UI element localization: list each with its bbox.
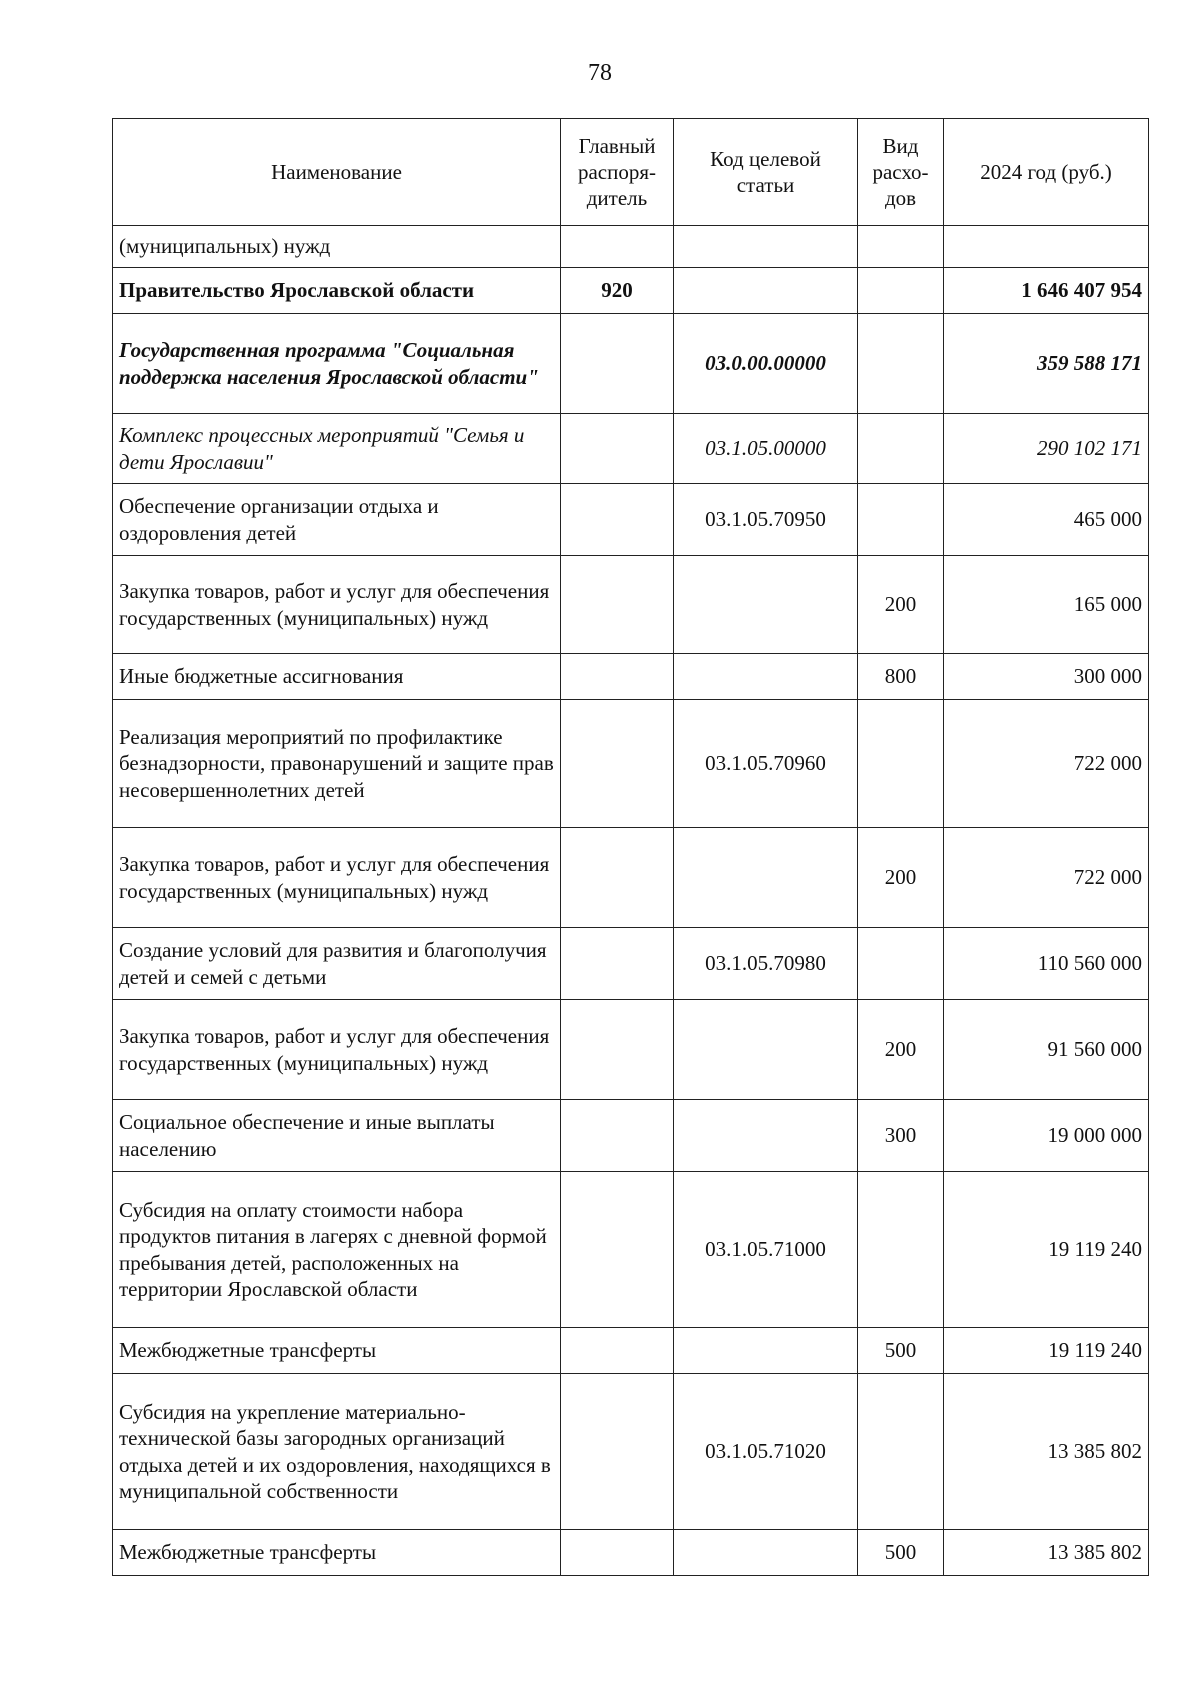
cell-expense-type	[858, 268, 944, 314]
cell-expense-type	[858, 414, 944, 484]
cell-target-code: 03.1.05.00000	[674, 414, 858, 484]
cell-target-code	[674, 1530, 858, 1576]
cell-sum: 165 000	[944, 556, 1149, 654]
cell-sum: 300 000	[944, 654, 1149, 700]
cell-target-code: 03.1.05.70980	[674, 928, 858, 1000]
cell-target-code	[674, 828, 858, 928]
table-row	[113, 1530, 1149, 1576]
cell-name: Комплекс процессных мероприятий "Семья и дети Ярославии"	[113, 414, 561, 484]
cell-target-code: 03.1.05.70950	[674, 484, 858, 556]
cell-target-code	[674, 1100, 858, 1172]
cell-expense-type	[858, 700, 944, 828]
cell-main-manager	[561, 1100, 674, 1172]
header-name: Наименование	[113, 119, 561, 226]
table-row	[113, 654, 1149, 700]
cell-main-manager	[561, 654, 674, 700]
cell-expense-type	[858, 1172, 944, 1328]
header-expense-type: Вид расхо-дов	[858, 119, 944, 226]
table-header-row	[113, 119, 1149, 226]
cell-main-manager	[561, 1374, 674, 1530]
cell-sum: 19 000 000	[944, 1100, 1149, 1172]
cell-sum: 359 588 171	[944, 314, 1149, 414]
cell-main-manager	[561, 556, 674, 654]
cell-sum: 91 560 000	[944, 1000, 1149, 1100]
cell-main-manager	[561, 928, 674, 1000]
cell-expense-type: 300	[858, 1100, 944, 1172]
cell-name: Закупка товаров, работ и услуг для обеспечения государственных (муниципальных) нужд	[113, 1000, 561, 1100]
cell-name: Субсидия на укрепление материально-технической базы загородных организаций отдыха детей и их оздоровления, находящихся в муниципальной собственности	[113, 1374, 561, 1530]
table-row	[113, 1374, 1149, 1530]
page-number: 78	[588, 60, 612, 86]
cell-main-manager	[561, 700, 674, 828]
cell-name: Иные бюджетные ассигнования	[113, 654, 561, 700]
cell-sum: 465 000	[944, 484, 1149, 556]
cell-expense-type	[858, 1374, 944, 1530]
header-main-manager: Главный распоря-дитель	[561, 119, 674, 226]
table-row	[113, 414, 1149, 484]
cell-expense-type: 500	[858, 1530, 944, 1576]
cell-main-manager	[561, 1172, 674, 1328]
cell-main-manager	[561, 226, 674, 268]
cell-target-code	[674, 226, 858, 268]
cell-name: Межбюджетные трансферты	[113, 1530, 561, 1576]
cell-expense-type: 200	[858, 1000, 944, 1100]
cell-expense-type	[858, 314, 944, 414]
cell-target-code	[674, 1328, 858, 1374]
cell-sum: 290 102 171	[944, 414, 1149, 484]
cell-main-manager: 920	[561, 268, 674, 314]
table-body	[113, 226, 1149, 1576]
cell-sum: 13 385 802	[944, 1530, 1149, 1576]
cell-name: Социальное обеспечение и иные выплаты населению	[113, 1100, 561, 1172]
cell-expense-type: 800	[858, 654, 944, 700]
table-row	[113, 700, 1149, 828]
cell-name: Создание условий для развития и благополучия детей и семей с детьми	[113, 928, 561, 1000]
table-row	[113, 1172, 1149, 1328]
cell-name: Государственная программа "Социальная поддержка населения Ярославской области"	[113, 314, 561, 414]
cell-name: Межбюджетные трансферты	[113, 1328, 561, 1374]
cell-sum	[944, 226, 1149, 268]
cell-expense-type	[858, 226, 944, 268]
cell-name: Субсидия на оплату стоимости набора продуктов питания в лагерях с дневной формой пребывания детей, расположенных на территории Ярославской области	[113, 1172, 561, 1328]
table-row	[113, 484, 1149, 556]
cell-main-manager	[561, 1328, 674, 1374]
cell-target-code	[674, 556, 858, 654]
cell-expense-type: 200	[858, 556, 944, 654]
cell-name: (муниципальных) нужд	[113, 226, 561, 268]
header-year-sum: 2024 год (руб.)	[944, 119, 1149, 226]
cell-expense-type	[858, 484, 944, 556]
cell-main-manager	[561, 1530, 674, 1576]
cell-sum: 19 119 240	[944, 1328, 1149, 1374]
cell-name: Закупка товаров, работ и услуг для обеспечения государственных (муниципальных) нужд	[113, 556, 561, 654]
cell-sum: 19 119 240	[944, 1172, 1149, 1328]
cell-target-code: 03.1.05.71020	[674, 1374, 858, 1530]
cell-sum: 13 385 802	[944, 1374, 1149, 1530]
cell-sum: 1 646 407 954	[944, 268, 1149, 314]
cell-name: Закупка товаров, работ и услуг для обеспечения государственных (муниципальных) нужд	[113, 828, 561, 928]
cell-target-code: 03.0.00.00000	[674, 314, 858, 414]
cell-main-manager	[561, 414, 674, 484]
header-target-code: Код целевой статьи	[674, 119, 858, 226]
table-row	[113, 1100, 1149, 1172]
table-row	[113, 928, 1149, 1000]
cell-target-code: 03.1.05.71000	[674, 1172, 858, 1328]
table-row	[113, 1000, 1149, 1100]
cell-expense-type: 500	[858, 1328, 944, 1374]
cell-name: Реализация мероприятий по профилактике безнадзорности, правонарушений и защите прав несовершеннолетних детей	[113, 700, 561, 828]
budget-table	[112, 118, 1149, 1576]
cell-main-manager	[561, 1000, 674, 1100]
cell-name: Правительство Ярославской области	[113, 268, 561, 314]
cell-target-code: 03.1.05.70960	[674, 700, 858, 828]
cell-expense-type: 200	[858, 828, 944, 928]
cell-target-code	[674, 654, 858, 700]
cell-sum: 722 000	[944, 700, 1149, 828]
cell-target-code	[674, 1000, 858, 1100]
table-row	[113, 268, 1149, 314]
cell-name: Обеспечение организации отдыха и оздоровления детей	[113, 484, 561, 556]
cell-sum: 722 000	[944, 828, 1149, 928]
cell-target-code	[674, 268, 858, 314]
table-row	[113, 556, 1149, 654]
cell-main-manager	[561, 314, 674, 414]
cell-sum: 110 560 000	[944, 928, 1149, 1000]
cell-main-manager	[561, 828, 674, 928]
table-row	[113, 828, 1149, 928]
cell-expense-type	[858, 928, 944, 1000]
cell-main-manager	[561, 484, 674, 556]
table-row	[113, 226, 1149, 268]
table-row	[113, 1328, 1149, 1374]
table-row	[113, 314, 1149, 414]
